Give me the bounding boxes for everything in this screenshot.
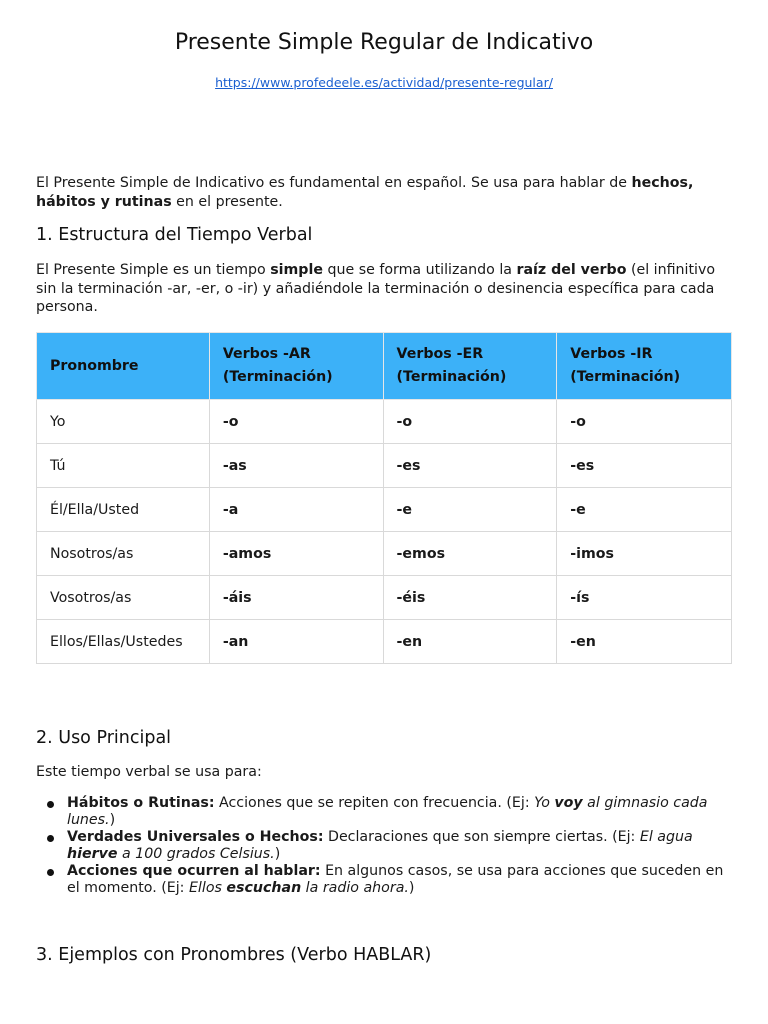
table-row: [37, 400, 732, 444]
er-ending-cell: -en: [383, 620, 557, 664]
intro-text-end: en el presente.: [171, 193, 283, 210]
list-item-label: Acciones que ocurren al hablar:: [67, 863, 321, 879]
intro-text: El Presente Simple de Indicativo es fundamental en español. Se usa para hablar de: [36, 175, 632, 191]
list-item: [36, 795, 732, 829]
er-ending-cell: -emos: [383, 532, 557, 576]
section-1-bold-b: raíz del verbo: [516, 262, 627, 278]
example-text: Ellos escuchan la radio ahora.: [188, 880, 409, 896]
ar-ending-cell: -an: [209, 620, 383, 664]
section-3-heading: 3. Ejemplos con Pronombres (Verbo HABLAR): [36, 945, 432, 965]
header-verbos-ar: Verbos -AR (Terminación): [209, 333, 383, 400]
section-1-heading: 1. Estructura del Tiempo Verbal: [36, 225, 313, 245]
list-item-close: ): [408, 880, 415, 896]
example-text: Yo voy al gimnasio cada lunes.: [67, 795, 708, 828]
er-ending-cell: -éis: [383, 576, 557, 620]
section-2-heading: 2. Uso Principal: [36, 728, 172, 748]
ir-ending-cell: -imos: [557, 532, 732, 576]
list-item-text: Acciones que se repiten con frecuencia. (Ej:: [214, 795, 535, 811]
bullet-icon: [47, 801, 54, 808]
pronoun-cell: Tú: [37, 444, 210, 488]
section-2-intro: Este tiempo verbal se usa para:: [36, 764, 262, 780]
table-row: [37, 576, 732, 620]
example-text: El agua hierve a 100 grados Celsius.: [67, 829, 693, 862]
ir-ending-cell: -e: [557, 488, 732, 532]
pronoun-cell: Él/Ella/Usted: [37, 488, 210, 532]
intro-paragraph: [36, 174, 732, 211]
ir-ending-cell: -es: [557, 444, 732, 488]
ar-ending-cell: -o: [209, 400, 383, 444]
er-ending-cell: -e: [383, 488, 557, 532]
bullet-icon: [47, 835, 54, 842]
header-verbos-ir: Verbos -IR (Terminación): [557, 333, 732, 400]
document-title: Presente Simple Regular de Indicativo: [174, 30, 594, 55]
source-url: [36, 75, 732, 90]
table-header-row: [37, 333, 732, 400]
table-row: [37, 620, 732, 664]
source-link[interactable]: https://www.profedeele.es/actividad/presente-regular/: [215, 75, 553, 90]
ar-ending-cell: -a: [209, 488, 383, 532]
list-item: [36, 829, 732, 863]
section-1-bold-a: simple: [270, 262, 323, 278]
pronoun-cell: Yo: [37, 400, 210, 444]
section-1-text-c: (el infinitivo sin la terminación -ar, -er, o -ir) y añadiéndole la terminación o desinencia específica para cada persona.: [36, 262, 716, 315]
er-ending-cell: -o: [383, 400, 557, 444]
section-1-text-b: que se forma utilizando la: [322, 262, 517, 278]
table-row: [37, 532, 732, 576]
list-item-label: Verdades Universales o Hechos:: [67, 829, 324, 845]
list-item-label: Hábitos o Rutinas:: [67, 795, 215, 811]
pronoun-cell: Nosotros/as: [37, 532, 210, 576]
usage-list: [36, 795, 732, 897]
ir-ending-cell: -en: [557, 620, 732, 664]
header-verbos-er: Verbos -ER (Terminación): [383, 333, 557, 400]
table-row: [37, 488, 732, 532]
table-row: [37, 444, 732, 488]
list-item-close: ): [109, 812, 116, 828]
conjugation-table: [36, 332, 732, 664]
list-item: [36, 863, 732, 897]
intro-bold-text: hechos, hábitos y rutinas: [36, 175, 694, 210]
header-pronombre: Pronombre: [37, 333, 210, 400]
pronoun-cell: Ellos/Ellas/Ustedes: [37, 620, 210, 664]
ir-ending-cell: -ís: [557, 576, 732, 620]
pronoun-cell: Vosotros/as: [37, 576, 210, 620]
ar-ending-cell: -áis: [209, 576, 383, 620]
section-1-text-a: El Presente Simple es un tiempo: [36, 262, 271, 278]
list-item-text: En algunos casos, se usa para acciones que suceden en el momento. (Ej:: [67, 863, 724, 896]
ir-ending-cell: -o: [557, 400, 732, 444]
list-item-text: Declaraciones que son siempre ciertas. (Ej:: [323, 829, 640, 845]
ar-ending-cell: -amos: [209, 532, 383, 576]
section-1-paragraph: [36, 261, 732, 317]
ar-ending-cell: -as: [209, 444, 383, 488]
er-ending-cell: -es: [383, 444, 557, 488]
bullet-icon: [47, 869, 54, 876]
list-item-close: ): [274, 846, 281, 862]
